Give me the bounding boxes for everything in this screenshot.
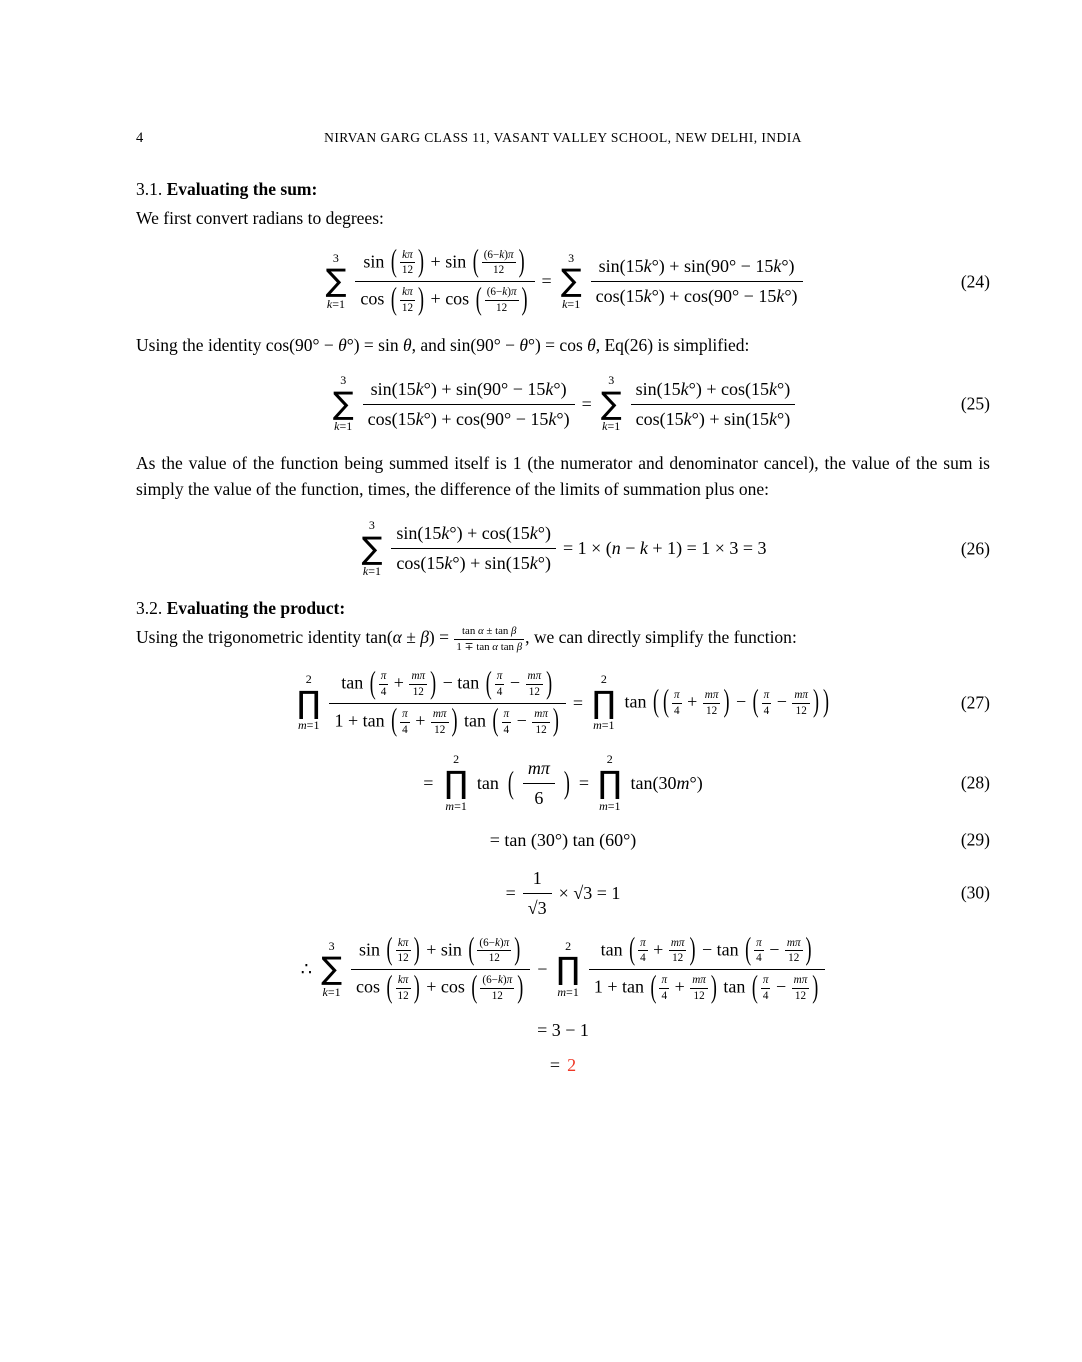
fraction-denominator: 1 + tan ( $\frac{\pi}{4}$ + $\frac{m\pi}{12}$ ) tan ( $\frac{\pi}{4}$ − $\frac{m\pi}{12}$ ): [593, 968, 819, 1004]
sigma-symbol: ∑: [325, 263, 347, 300]
product-operator: [444, 753, 467, 813]
fraction-numerator: tan ( $\frac{\pi}{4}$ + $\frac{m\pi}{12}$ ) − tan ( $\frac{\pi}{4}$ − $\frac{m\pi}{12}$ ): [589, 936, 825, 971]
equals-sign: =: [541, 271, 552, 292]
fraction-denominator: cos(15k°) + cos(90° − 15k°): [595, 286, 798, 307]
pi-product-symbol: ∏: [444, 765, 468, 802]
sum-operator: [333, 374, 354, 434]
fraction-denominator: √3: [527, 897, 547, 918]
pi-product-symbol: ∏: [592, 684, 616, 721]
equation-27: [136, 664, 990, 738]
product-operator: [556, 940, 579, 1000]
page-number: 4: [136, 130, 144, 146]
product-operator: [598, 753, 621, 813]
fraction: [589, 931, 825, 1004]
equation-26: [136, 519, 990, 579]
fraction-numerator: sin(15k°) + sin(90° − 15k°): [363, 378, 575, 405]
equation-28: [136, 753, 990, 813]
product-upper-limit: 2: [305, 672, 312, 687]
product-upper-limit: 2: [606, 752, 613, 767]
identity-simplify-text: Using the identity cos(90° − θ°) = sin θ, and sin(90° − θ°) = cos θ, Eq(26) is simplified:: [136, 334, 750, 355]
equation-24: [136, 243, 990, 316]
sum-operator: [561, 252, 582, 312]
minus-sign: −: [537, 959, 548, 980]
equals-sign: =: [578, 772, 590, 793]
equation-result: = 1 × (n − k + 1) = 1 × 3 = 3: [562, 538, 767, 559]
fraction: [355, 243, 534, 316]
fraction-numerator: sin(15k°) + cos(15k°): [631, 378, 796, 405]
equation-text: = tan (30°) tan (60°): [489, 829, 637, 850]
left-paren: (: [507, 765, 514, 801]
function-name: tan: [476, 772, 499, 793]
fraction-denominator: cos(15k°) + cos(90° − 15k°): [367, 408, 570, 429]
equation-tag: (25): [960, 393, 990, 414]
product-operator: [297, 673, 320, 733]
sum-upper-limit: 3: [368, 517, 375, 532]
fraction-numerator: mπ: [523, 757, 555, 784]
sum-operator: [361, 519, 382, 579]
equals-sign: =: [423, 772, 434, 793]
fraction-numerator: sin ( $\frac{k\pi}{12}$ ) + sin ( $\frac{(6-k)\pi}{12}$ ): [355, 248, 534, 283]
equation-tag: (29): [960, 829, 990, 850]
fraction-denominator: cos ( $\frac{k\pi}{12}$ ) + cos ( $\frac{(6-k)\pi}{12}$ ): [356, 968, 524, 1004]
section-title: Evaluating the product:: [166, 597, 346, 618]
fraction: [351, 931, 530, 1004]
final-result-line: [136, 1055, 990, 1076]
pi-product-symbol: ∏: [556, 951, 580, 988]
fraction-denominator: cos(15k°) + sin(15k°): [396, 553, 551, 574]
fraction: [523, 867, 552, 920]
fraction: [631, 378, 796, 431]
sum-upper-limit: 3: [340, 373, 347, 388]
intro-sum-text: We first convert radians to degrees:: [136, 208, 384, 229]
fraction-denominator: cos ( $\frac{k\pi}{12}$ ) + cos ( $\frac{(6-k)\pi}{12}$ ): [360, 280, 528, 316]
product-lower-limit: m=1: [599, 798, 621, 813]
sum-upper-limit: 3: [328, 938, 335, 953]
section-heading-3-2: [136, 595, 990, 621]
right-paren: ): [563, 765, 570, 801]
equals-sign: =: [505, 882, 516, 903]
product-lower-limit: m=1: [445, 798, 467, 813]
equation-tag: (26): [960, 538, 990, 559]
product-upper-limit: 2: [565, 938, 572, 953]
therefore-symbol: ∴: [300, 959, 313, 980]
fraction-numerator: sin(15k°) + sin(90° − 15k°): [591, 255, 803, 282]
equation-29: [136, 830, 990, 851]
running-header: [136, 130, 990, 150]
fraction: [391, 522, 556, 575]
fraction-denominator: 6: [534, 787, 544, 808]
product-upper-limit: 2: [453, 752, 460, 767]
section-title: Evaluating the sum:: [166, 179, 318, 199]
sum-upper-limit: 3: [332, 250, 339, 265]
equation-tag: (24): [960, 271, 990, 292]
sum-lower-limit: k=1: [334, 419, 353, 434]
fraction-denominator: cos(15k°) + sin(15k°): [635, 408, 791, 429]
product-upper-limit: 2: [600, 672, 607, 687]
sigma-symbol: ∑: [600, 385, 622, 422]
sigma-symbol: ∑: [332, 385, 354, 422]
equals-sign: =: [572, 692, 584, 713]
sigma-symbol: ∑: [361, 530, 383, 567]
sum-upper-limit: 3: [568, 250, 575, 265]
final-step-line: = 3 − 1: [537, 1019, 589, 1040]
fraction-numerator: 1: [523, 867, 552, 894]
equals-sign: =: [581, 393, 592, 414]
sum-lower-limit: k=1: [326, 296, 345, 311]
intro-product-text: Using the trigonometric identity tan(α ± β) = $\frac{\text{tan α ± tan β}}{\text{1 ∓ tan α tan β}}$ , we can directly simplify the function:: [136, 625, 797, 653]
equation-rhs: tan ( ( $\frac{\pi}{4}$ + $\frac{m\pi}{12}$ ) − ( $\frac{\pi}{4}$ − $\frac{m\pi}{12}$ ) ): [624, 683, 830, 719]
fraction: [329, 664, 565, 738]
final-result-value: 2: [567, 1054, 577, 1075]
equals-sign: =: [549, 1054, 561, 1075]
product-operator: [592, 673, 615, 733]
sum-operator: [325, 252, 346, 312]
fraction: [523, 757, 555, 810]
sigma-symbol: ∑: [560, 263, 582, 300]
equation-rest: × √3 = 1: [558, 882, 621, 903]
product-lower-limit: m=1: [557, 984, 579, 999]
equation-rhs: tan(30m°): [630, 772, 703, 793]
sigma-symbol: ∑: [321, 951, 343, 988]
fraction: [363, 378, 575, 431]
equation-tag: (27): [960, 692, 990, 713]
product-lower-limit: m=1: [593, 718, 615, 733]
fraction: [591, 255, 803, 308]
equation-tag: (28): [960, 772, 990, 793]
fraction-numerator: sin(15k°) + cos(15k°): [391, 522, 556, 549]
sum-lower-limit: k=1: [602, 419, 621, 434]
sum-value-paragraph: As the value of the function being summed itself is 1 (the numerator and denominator cancel), the value of the sum is simply the value of the function, times, the difference of the limits of summation plus one:: [136, 453, 990, 500]
fraction-numerator: tan ( $\frac{\pi}{4}$ + $\frac{m\pi}{12}$ ) − tan ( $\frac{\pi}{4}$ − $\frac{m\pi}{12}$ ): [329, 669, 565, 704]
sum-operator: [321, 940, 342, 1000]
equation-25: [136, 374, 990, 434]
sum-lower-limit: k=1: [562, 296, 581, 311]
equation-tag: (30): [960, 882, 990, 903]
section-heading-3-1: [136, 176, 990, 202]
sum-lower-limit: k=1: [362, 564, 381, 579]
pi-product-symbol: ∏: [598, 765, 622, 802]
sum-upper-limit: 3: [608, 373, 615, 388]
fraction-numerator: sin ( $\frac{k\pi}{12}$ ) + sin ( $\frac{(6-k)\pi}{12}$ ): [351, 936, 530, 971]
page-content: [136, 176, 990, 1076]
pi-product-symbol: ∏: [296, 684, 321, 721]
section-number: 3.2.: [136, 597, 163, 618]
running-header-title: NIRVAN GARG CLASS 11, VASANT VALLEY SCHOOL, NEW DELHI, INDIA: [324, 130, 802, 145]
sum-lower-limit: k=1: [322, 984, 341, 999]
sum-operator: [601, 374, 622, 434]
section-number: 3.1.: [136, 179, 163, 199]
final-expression: [136, 931, 990, 1004]
product-lower-limit: m=1: [297, 718, 320, 733]
fraction-denominator: 1 + tan ( $\frac{\pi}{4}$ + $\frac{m\pi}{12}$ ) tan ( $\frac{\pi}{4}$ − $\frac{m\pi}{12}$ ): [334, 702, 559, 738]
equation-30: [136, 867, 990, 920]
